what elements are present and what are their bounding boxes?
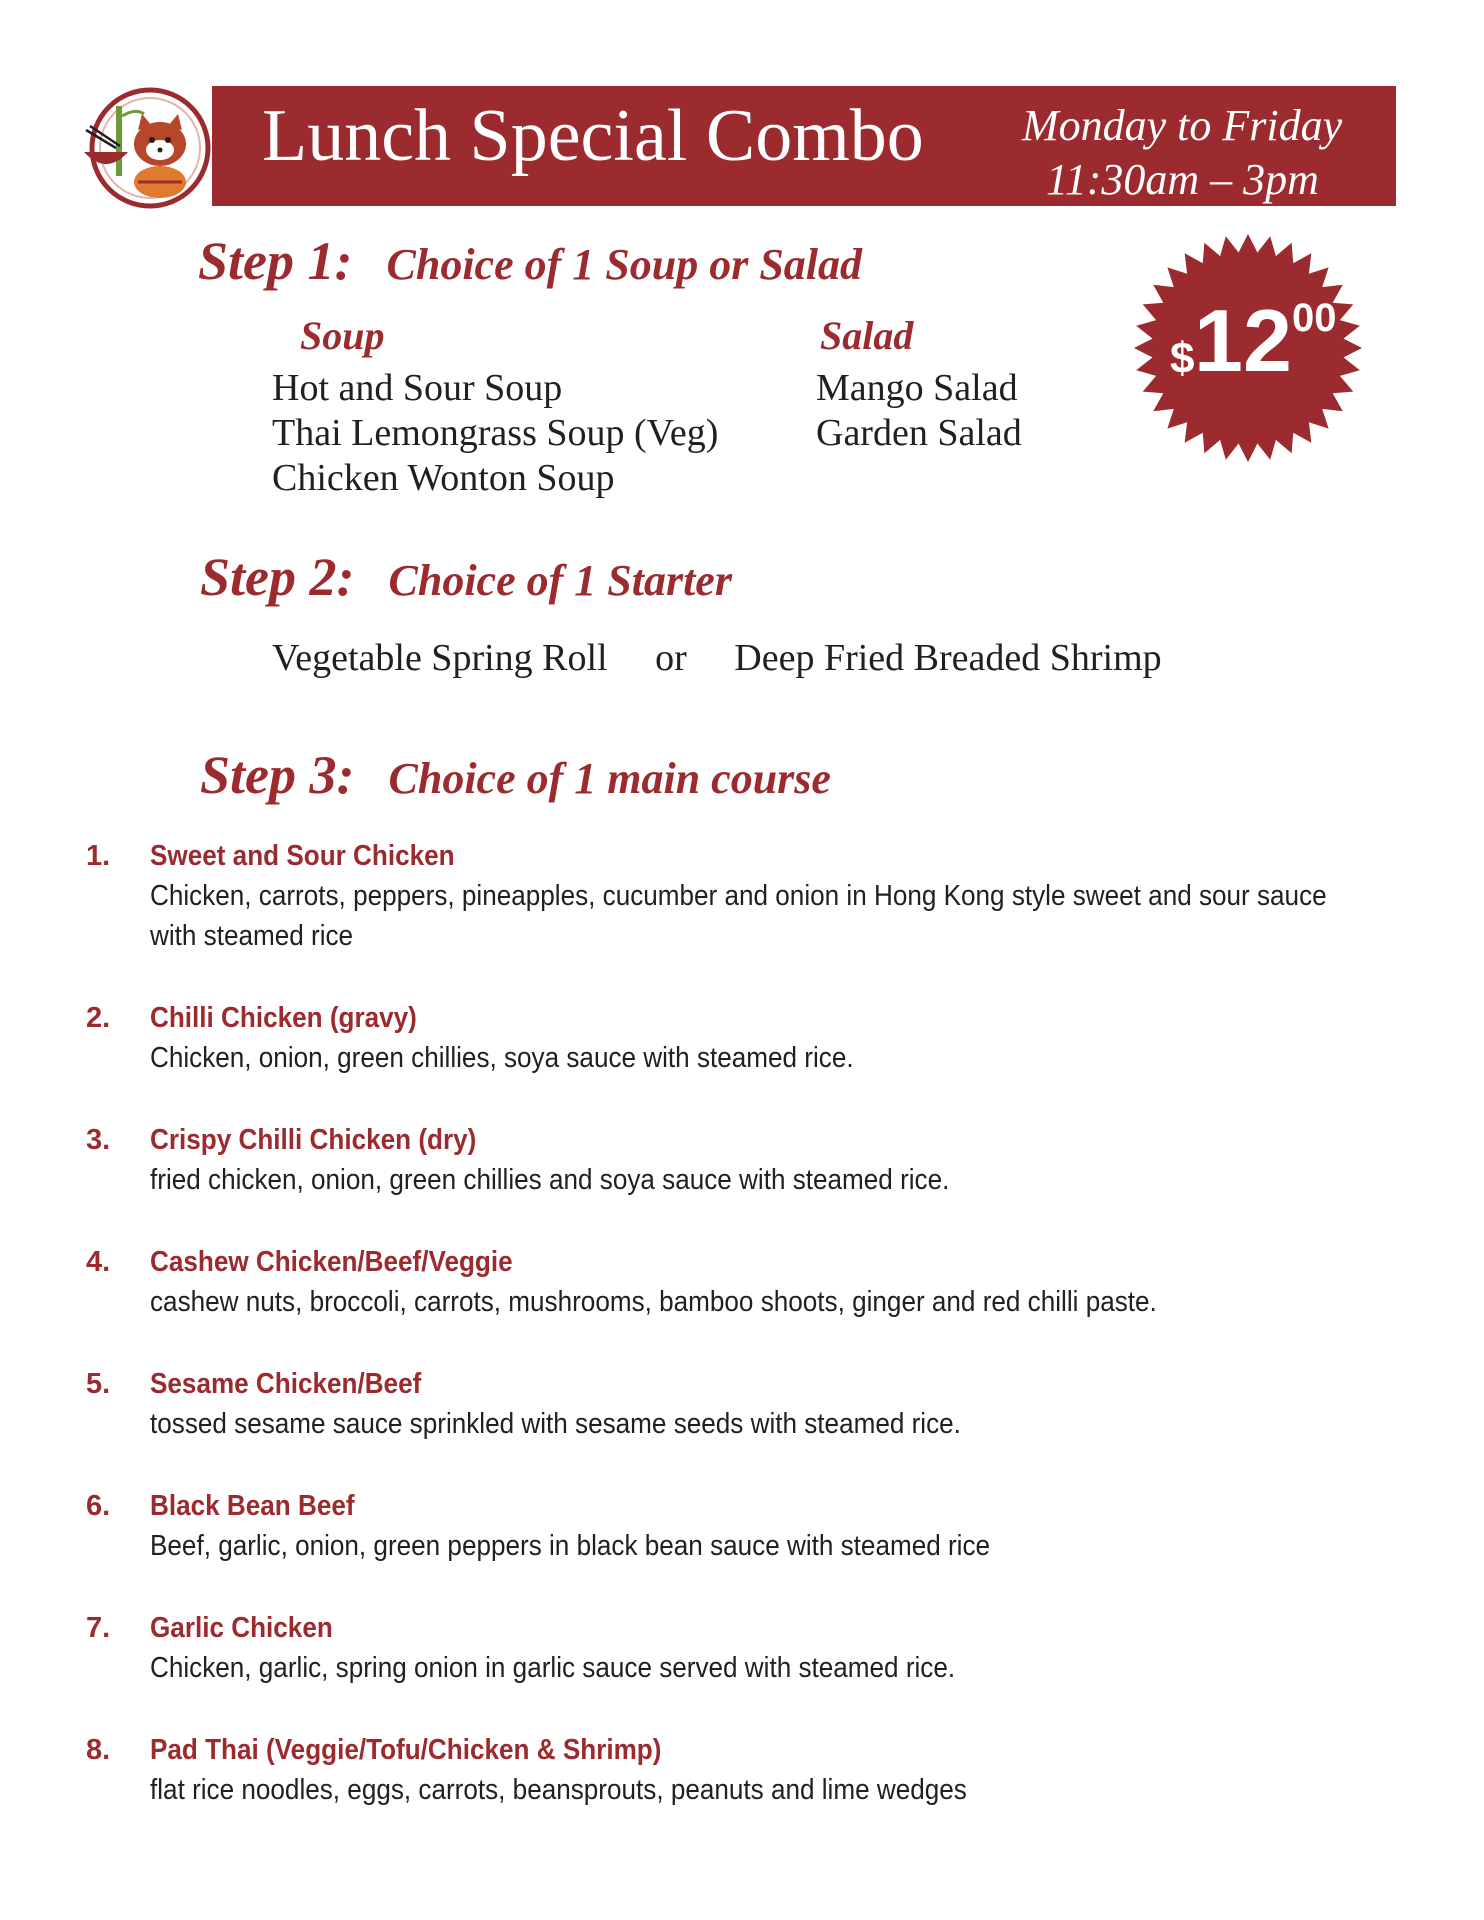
step1-label: Step 1: [198,231,353,291]
step1-text: Choice of 1 Soup or Salad [386,240,863,289]
step2-heading [200,546,732,608]
course-name: Sweet and Sour Chicken [150,840,455,872]
list-item: Chicken Wonton Soup [272,457,615,499]
main-course-list [82,836,1422,1820]
step2-text: Choice of 1 Starter [388,556,732,605]
course-name: Pad Thai (Veggie/Tofu/Chicken & Shrimp) [150,1734,662,1766]
list-item [82,1608,1422,1730]
course-description: tossed sesame sauce sprinkled with sesame seeds with steamed rice. [150,1408,961,1440]
course-name: Cashew Chicken/Beef/Veggie [150,1246,513,1278]
list-item: Thai Lemongrass Soup (Veg) [272,412,719,454]
course-description: flat rice noodles, eggs, carrots, beansprouts, peanuts and lime wedges [150,1774,967,1806]
days-text: Monday to Friday [1022,101,1343,150]
course-name: Sesame Chicken/Beef [150,1368,422,1400]
course-number: 2. [86,1002,111,1034]
course-number: 1. [86,840,111,872]
list-item [82,1364,1422,1486]
list-item [82,1730,1422,1820]
step3-label: Step 3: [200,745,355,805]
course-description: Chicken, carrots, peppers, pineapples, cucumber and onion in Hong Kong style sweet and sour sauce with steamed rice [150,880,1327,952]
course-number: 4. [86,1246,111,1278]
course-name: Crispy Chilli Chicken (dry) [150,1124,477,1156]
list-item [82,1242,1422,1364]
list-item [82,836,1422,998]
list-item: Mango Salad [816,367,1018,409]
list-item [82,1120,1422,1242]
step3-text: Choice of 1 main course [388,754,831,803]
course-number: 3. [86,1124,111,1156]
soup-list [272,366,718,501]
starter-options [272,636,1162,681]
course-name: Chilli Chicken (gravy) [150,1002,417,1034]
starter-or: or [655,637,687,679]
starter-option-1: Vegetable Spring Roll [272,637,608,679]
price-cents: 00 [1292,296,1337,340]
list-item [82,998,1422,1120]
step2-label: Step 2: [200,547,355,607]
course-description: cashew nuts, broccoli, carrots, mushrooms, bamboo shoots, ginger and red chilli paste. [150,1286,1157,1318]
step3-heading [200,744,831,806]
course-number: 8. [86,1734,111,1766]
course-name: Black Bean Beef [150,1490,355,1522]
page-title: Lunch Special Combo [262,95,924,177]
price-currency: $ [1170,334,1195,383]
soup-heading: Soup [300,313,385,358]
course-number: 5. [86,1368,111,1400]
course-description: Chicken, onion, green chillies, soya sauce with steamed rice. [150,1042,854,1074]
course-description: Beef, garlic, onion, green peppers in black bean sauce with steamed rice [150,1530,991,1562]
list-item: Hot and Sour Soup [272,367,563,409]
hours-text: 11:30am – 3pm [1046,155,1319,204]
step1-heading [198,230,862,292]
price-dollars: 12 [1194,291,1292,390]
course-description: fried chicken, onion, green chillies and soya sauce with steamed rice. [150,1164,950,1196]
salad-list [816,366,1022,456]
starter-option-2: Deep Fried Breaded Shrimp [734,637,1162,679]
salad-heading: Salad [820,313,914,358]
red-panda-logo-icon [72,86,224,216]
list-item [82,1486,1422,1608]
course-number: 6. [86,1490,111,1522]
course-number: 7. [86,1612,111,1644]
course-name: Garlic Chicken [150,1612,333,1644]
course-description: Chicken, garlic, spring onion in garlic sauce served with steamed rice. [150,1652,956,1684]
list-item: Garden Salad [816,412,1022,454]
